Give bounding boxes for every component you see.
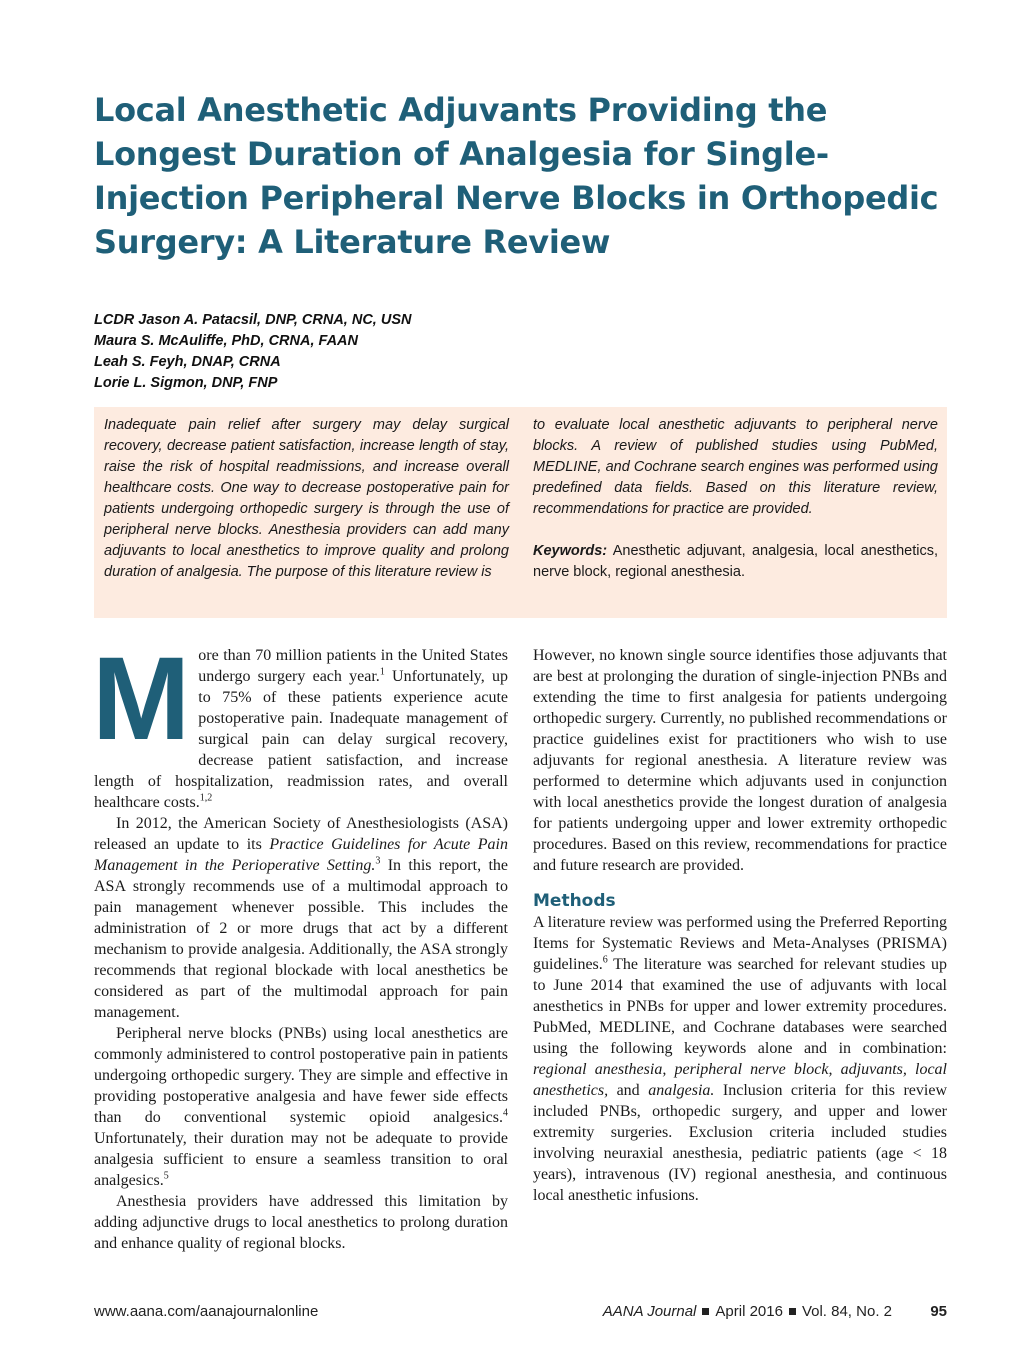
intro-text-1: ore than 70 million patients in the United States undergo surgery each year. <box>198 647 508 685</box>
issue-date: April 2016 <box>715 1303 783 1320</box>
author-2: Maura S. McAuliffe, PhD, CRNA, FAAN <box>94 333 358 349</box>
asa-text-2: In this report, the ASA strongly recommends use of a multimodal approach to pain management whenever possible. This includes the administration of 2 or more drugs that act by a different mechanism to provide analgesia. Additionally, the ASA strongly recommends that regional blockade with local anesthetics be considered as part of the multimodal approach for pain management. <box>94 857 508 1021</box>
asa-text-1: In 2012, the American Society of Anesthesiologists (ASA) released an update to its <box>94 815 508 853</box>
author-1: LCDR Jason A. Patacsil, DNP, CRNA, NC, USN <box>94 312 412 328</box>
keyword-analgesia: analgesia. <box>648 1082 715 1099</box>
paragraph-asa <box>94 813 508 1023</box>
citation-ref: 1,2 <box>199 792 213 804</box>
keywords-label: Keywords: <box>533 543 608 559</box>
intro-text-2: Unfortunately, up to 75% of these patients experience acute postoperative pain. Inadequate management of surgical pain can delay surgical recovery, decrease patient satisfaction, and increase length of hospitalization, readmission rates, and overall healthcare costs. <box>94 668 508 811</box>
journal-citation <box>603 1303 892 1320</box>
methods-heading: Methods <box>533 891 616 911</box>
citation-ref: 1 <box>379 666 385 678</box>
pnb-text-1: Peripheral nerve blocks (PNBs) using local anesthetics are commonly administered to control postoperative pain in patients undergoing orthopedic surgery. They are simple and effective in providing postoperative analgesia and have fewer side effects than do conventional systemic opioid analgesics. <box>94 1025 508 1126</box>
methods-and: and <box>608 1082 649 1099</box>
paragraph-pnb <box>94 1023 508 1191</box>
journal-name: AANA Journal <box>602 1303 697 1320</box>
paragraph-methods <box>533 912 947 1206</box>
separator-square-icon <box>702 1308 709 1315</box>
abstract-box <box>94 407 947 618</box>
volume-issue: Vol. 84, No. 2 <box>801 1303 892 1320</box>
methods-text-2: The literature was searched for relevant studies up to June 2014 that examined the use of adjuvants with local anesthetics in PNBs for upper and lower extremity procedures. PubMed, MEDLINE, and Cochrane databases were searched using the following keywords alone and in combination: <box>533 956 947 1057</box>
page-footer <box>94 1303 947 1327</box>
article-title: Local Anesthetic Adjuvants Providing the Longest Duration of Analgesia for Single-Injection Peripheral Nerve Blocks in Orthopedic Surgery: A Literature Review <box>94 91 939 261</box>
citation-ref: 4 <box>503 1107 508 1119</box>
separator-square-icon <box>789 1308 796 1315</box>
paragraph-continuation: However, no known single source identifies those adjuvants that are best at prolonging the duration of single-injection PNBs and extending the time to first analgesia for patients undergoing orthopedic surgery. Currently, no published recommendations or practice guidelines exist for practitioners who wish to use adjuvants for regional anesthesia. A literature review was performed to determine which adjuvants used in conjunction with local anesthetics provide the longest duration of analgesia for patients undergoing upper and lower extremity orthopedic procedures. Based on this review, recommendations for practice and future research are provided. <box>533 647 947 874</box>
page-number: 95 <box>930 1303 947 1320</box>
author-3: Leah S. Feyh, DNAP, CRNA <box>94 354 281 370</box>
methods-text-3: Inclusion criteria for this review included PNBs, orthopedic surgery, and upper and lower extremity surgeries. Exclusion criteria included studies involving neuraxial anesthesia, pediatric patients (age < 18 years), intravenous (IV) regional anesthesia, and continuous local anesthetic infusions. <box>533 1082 947 1204</box>
abstract-text-right: to evaluate local anesthetic adjuvants to peripheral nerve blocks. A review of published studies using PubMed, MEDLINE, and Cochrane search engines was performed using predefined data fields. Based on this literature review, recommendations for practice are provided. <box>533 417 938 517</box>
citation-ref: 6 <box>602 954 608 966</box>
paragraph-intro <box>92 633 508 813</box>
abstract-text-left: Inadequate pain relief after surgery may delay surgical recovery, decrease patient satisfaction, increase length of stay, raise the risk of hospital readmissions, and increase overall healthcare costs. One way to decrease postoperative pain for patients undergoing orthopedic surgery is through the use of peripheral nerve blocks. Anesthesia providers can add many adjuvants to local anesthetics to improve quality and prolong duration of analgesia. The purpose of this literature review is <box>104 417 509 580</box>
citation-ref: 3 <box>375 855 381 867</box>
keywords <box>533 541 938 583</box>
drop-cap: M <box>92 633 191 765</box>
author-4: Lorie L. Sigmon, DNP, FNP <box>94 375 278 391</box>
pnb-text-2: Unfortunately, their duration may not be adequate to provide analgesia sufficient to ensure a seamless transition to oral analgesics. <box>94 1130 508 1189</box>
methods-text-1: A literature review was performed using the Preferred Reporting Items for Systematic Reviews and Meta-Analyses (PRISMA) guidelines. <box>533 914 947 973</box>
paragraph-providers: Anesthesia providers have addressed this limitation by adding adjunctive drugs to local anesthetics to prolong duration and enhance quality of regional blocks. <box>94 1193 508 1252</box>
abstract-column-left <box>104 415 509 583</box>
abstract-column-right <box>533 415 938 583</box>
guideline-title: Practice Guidelines for Acute Pain Management in the Perioperative Setting. <box>94 836 509 874</box>
body-column-left <box>92 633 509 1254</box>
body-column-right <box>533 645 947 1206</box>
journal-url[interactable]: www.aana.com/aanajournalonline <box>94 1303 319 1320</box>
author-list <box>94 310 411 394</box>
citation-ref: 5 <box>163 1170 169 1182</box>
keyword-terms: regional anesthesia, peripheral nerve block, adjuvants, local anesthetics, <box>533 1061 947 1099</box>
keywords-text: Anesthetic adjuvant, analgesia, local anesthetics, nerve block, regional anesthesia. <box>533 543 938 580</box>
